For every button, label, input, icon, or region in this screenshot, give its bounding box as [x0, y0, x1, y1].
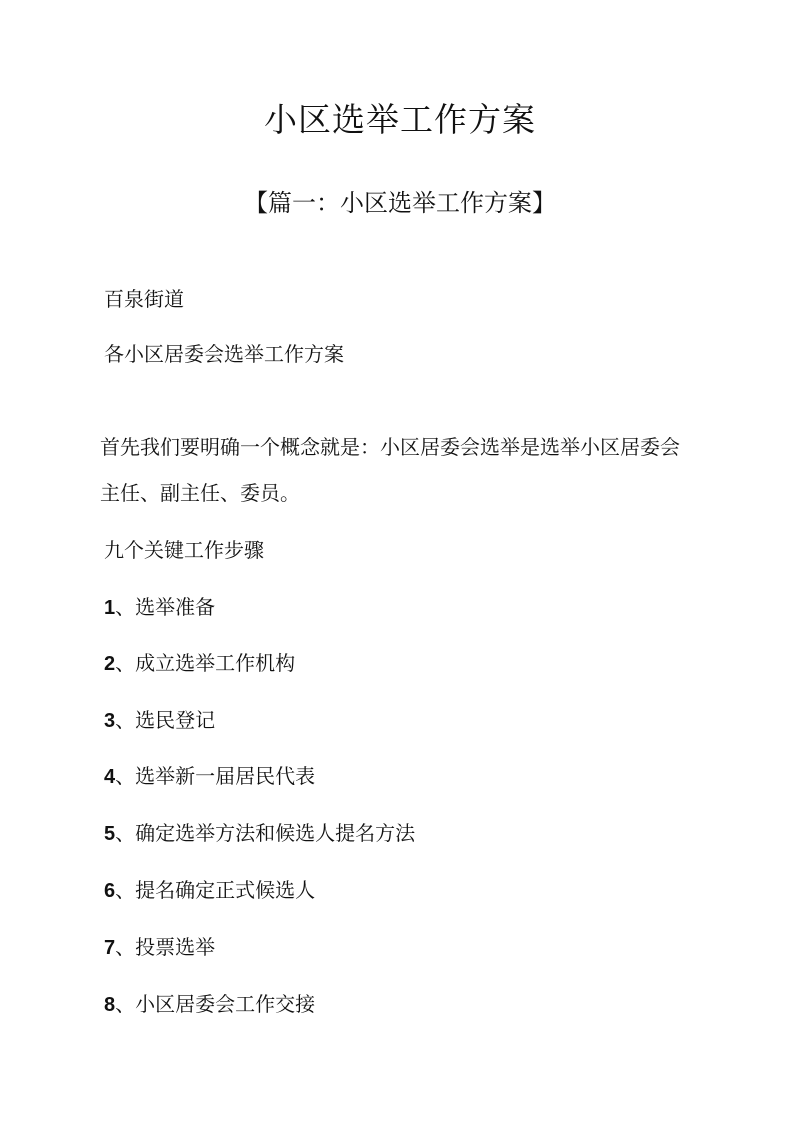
- intro-paragraph-line-1: 首先我们要明确一个概念就是：小区居委会选举是选举小区居委会: [100, 435, 680, 459]
- step-number: 5: [104, 823, 116, 845]
- step-separator: 、: [115, 708, 136, 732]
- step-number: 4: [104, 766, 116, 788]
- step-separator: 、: [115, 935, 136, 959]
- intro-paragraph-line-2: 主任、副主任、委员。: [100, 481, 300, 505]
- plan-name: 各小区居委会选举工作方案: [104, 342, 344, 366]
- step-separator: 、: [115, 992, 136, 1016]
- step-separator: 、: [115, 821, 136, 845]
- step-number: 2: [104, 653, 116, 675]
- step-separator: 、: [115, 878, 136, 902]
- step-number: 6: [104, 880, 116, 902]
- step-item: [104, 706, 215, 735]
- organization-name: 百泉街道: [104, 287, 184, 311]
- step-item: [104, 762, 315, 791]
- step-item: [104, 649, 295, 678]
- step-item: [104, 933, 215, 962]
- step-text: 成立选举工作机构: [135, 651, 296, 675]
- step-item: [104, 819, 415, 848]
- step-text: 选举新一届居民代表: [135, 764, 316, 788]
- step-number: 1: [104, 597, 116, 619]
- step-text: 确定选举方法和候选人提名方法: [135, 821, 416, 845]
- step-item: [104, 876, 315, 905]
- step-separator: 、: [115, 595, 136, 619]
- step-text: 提名确定正式候选人: [135, 878, 316, 902]
- step-text: 选举准备: [135, 595, 216, 619]
- step-text: 小区居委会工作交接: [135, 992, 316, 1016]
- step-number: 8: [104, 994, 116, 1016]
- step-number: 3: [104, 710, 116, 732]
- step-item: [104, 990, 315, 1019]
- step-text: 投票选举: [135, 935, 216, 959]
- steps-heading: 九个关键工作步骤: [104, 538, 264, 562]
- step-separator: 、: [115, 651, 136, 675]
- step-item: [104, 593, 215, 622]
- step-text: 选民登记: [135, 708, 216, 732]
- document-subtitle: 【篇一：小区选举工作方案】: [244, 189, 556, 217]
- step-number: 7: [104, 937, 116, 959]
- document-title: 小区选举工作方案: [264, 100, 536, 139]
- step-separator: 、: [115, 764, 136, 788]
